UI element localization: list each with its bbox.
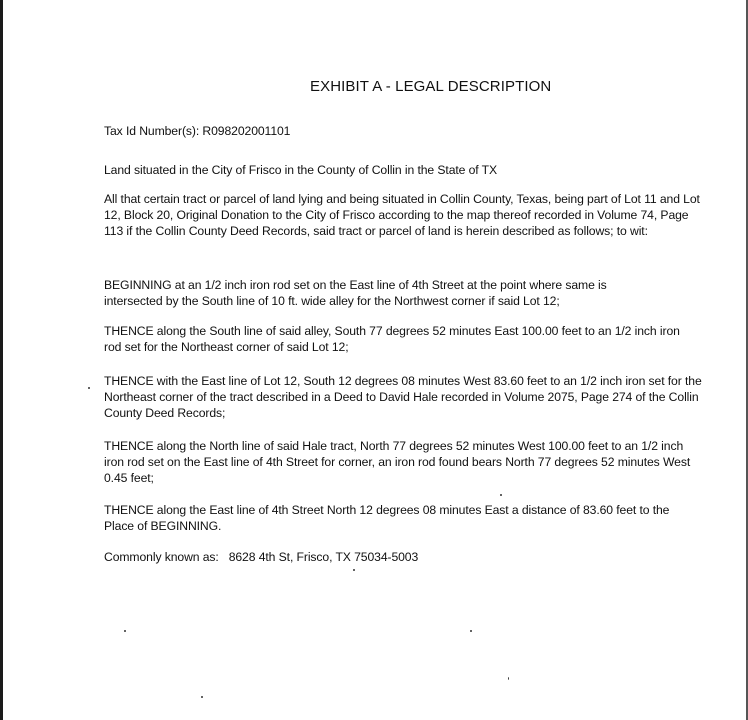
scan-speck (508, 677, 509, 680)
commonly-known-line (104, 549, 504, 565)
scan-speck (124, 630, 126, 632)
scan-speck (201, 696, 203, 698)
commonly-known-address: 8628 4th St, Frisco, TX 75034-5003 (228, 550, 419, 564)
thence-paragraph-2: THENCE with the East line of Lot 12, South 12 degrees 08 minutes West 83.60 feet to an 1/2 inch iron set for the Northeast corner of the tract described in a Deed to David Hale recorded in Volume 2075, Page 274 of the Collin County Deed Records; (104, 374, 702, 421)
tract-description-paragraph: All that certain tract or parcel of land lying and being situated in Collin County, Texas, being part of Lot 11 and Lot 12, Block 20, Original Donation to the City of Frisco according to the map thereof recorded in Volume 74, Page 113 if the Collin County Deed Records, said tract or parcel of land is herein described as follows; to wit: (104, 192, 700, 239)
thence-paragraph-4: THENCE along the East line of 4th Street North 12 degrees 08 minutes East a distance of 83.60 feet to the Place of BEGINNING. (104, 503, 670, 534)
beginning-paragraph: BEGINNING at an 1/2 inch iron rod set on the East line of 4th Street at the point where same is intersected by the South line of 10 ft. wide alley for the Northwest corner if said Lot 12; (104, 278, 607, 309)
scan-speck (470, 630, 472, 632)
scan-speck (353, 569, 355, 571)
thence-paragraph-1: THENCE along the South line of said alley, South 77 degrees 52 minutes East 100.00 feet to an 1/2 inch iron rod set for the Northeast corner of said Lot 12; (104, 324, 680, 355)
land-situated-line: Land situated in the City of Frisco in the County of Collin in the State of TX (104, 163, 498, 177)
scan-speck (88, 387, 90, 389)
document-title: EXHIBIT A - LEGAL DESCRIPTION (310, 78, 552, 95)
scan-left-edge (0, 0, 3, 720)
thence-paragraph-3: THENCE along the North line of said Hale tract, North 77 degrees 52 minutes West 100.00 feet to an 1/2 inch iron rod set on the East line of 4th Street for corner, an iron rod found bears North 77 degrees 52 minutes West 0.45 feet; (104, 439, 691, 486)
scan-speck (500, 494, 502, 496)
commonly-known-label: Commonly known as: (104, 550, 219, 564)
tax-id-line: Tax Id Number(s): R098202001101 (104, 124, 291, 138)
